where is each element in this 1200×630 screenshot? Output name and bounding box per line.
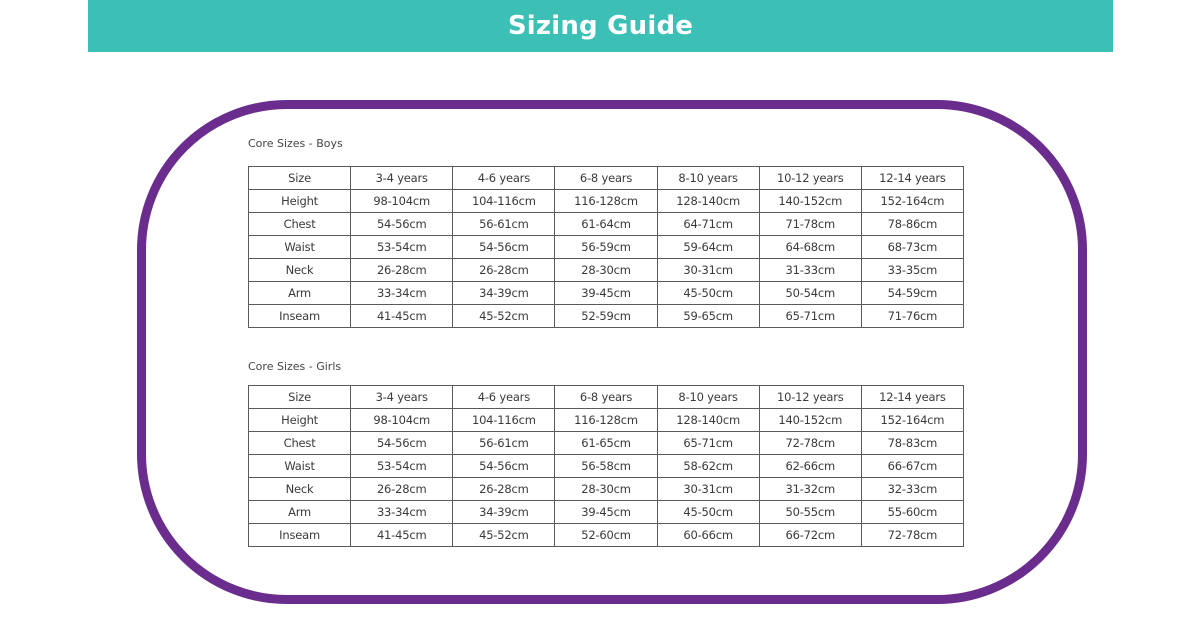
- table-cell: 78-86cm: [861, 213, 963, 236]
- table-cell: 78-83cm: [861, 432, 963, 455]
- table-cell: 6-8 years: [555, 167, 657, 190]
- table-cell: 41-45cm: [351, 305, 453, 328]
- table-cell: 104-116cm: [453, 190, 555, 213]
- table-row: [249, 501, 964, 524]
- table-cell: 52-60cm: [555, 524, 657, 547]
- table-cell: 68-73cm: [861, 236, 963, 259]
- table-cell: 50-55cm: [759, 501, 861, 524]
- table-cell: 30-31cm: [657, 259, 759, 282]
- table-cell: 54-56cm: [453, 236, 555, 259]
- table-cell: 45-50cm: [657, 282, 759, 305]
- table-cell: 41-45cm: [351, 524, 453, 547]
- table-cell: 45-52cm: [453, 305, 555, 328]
- table-cell: 66-67cm: [861, 455, 963, 478]
- table-cell: 55-60cm: [861, 501, 963, 524]
- table-cell: 116-128cm: [555, 409, 657, 432]
- table-cell: 56-61cm: [453, 213, 555, 236]
- table-cell: 152-164cm: [861, 409, 963, 432]
- row-header-cell: Height: [249, 409, 351, 432]
- table-cell: 31-32cm: [759, 478, 861, 501]
- table-cell: 28-30cm: [555, 259, 657, 282]
- table-cell: 26-28cm: [351, 259, 453, 282]
- table-cell: 54-56cm: [351, 213, 453, 236]
- table-cell: 54-56cm: [351, 432, 453, 455]
- header-banner: [88, 0, 1113, 52]
- row-header-cell: Inseam: [249, 524, 351, 547]
- table-row: [249, 236, 964, 259]
- table-cell: 65-71cm: [759, 305, 861, 328]
- table-row: [249, 455, 964, 478]
- page-title: Sizing Guide: [507, 11, 694, 41]
- table-cell: 152-164cm: [861, 190, 963, 213]
- table-cell: 116-128cm: [555, 190, 657, 213]
- table-cell: 54-59cm: [861, 282, 963, 305]
- row-header-cell: Size: [249, 167, 351, 190]
- table-cell: 39-45cm: [555, 501, 657, 524]
- girls-size-table: [248, 385, 964, 547]
- table-cell: 128-140cm: [657, 190, 759, 213]
- table-row: [249, 386, 964, 409]
- table-cell: 33-34cm: [351, 501, 453, 524]
- table-cell: 64-71cm: [657, 213, 759, 236]
- boys-section-label: Core Sizes - Boys: [248, 137, 343, 150]
- table-cell: 59-64cm: [657, 236, 759, 259]
- table-row: [249, 259, 964, 282]
- row-header-cell: Chest: [249, 213, 351, 236]
- row-header-cell: Neck: [249, 259, 351, 282]
- table-cell: 10-12 years: [759, 167, 861, 190]
- table-cell: 12-14 years: [861, 167, 963, 190]
- row-header-cell: Waist: [249, 236, 351, 259]
- table-cell: 59-65cm: [657, 305, 759, 328]
- row-header-cell: Waist: [249, 455, 351, 478]
- table-cell: 62-66cm: [759, 455, 861, 478]
- table-row: [249, 190, 964, 213]
- girls-table-body: [249, 386, 964, 547]
- table-row: [249, 478, 964, 501]
- table-cell: 60-66cm: [657, 524, 759, 547]
- table-cell: 26-28cm: [453, 259, 555, 282]
- table-cell: 45-52cm: [453, 524, 555, 547]
- table-row: [249, 167, 964, 190]
- table-cell: 140-152cm: [759, 409, 861, 432]
- table-row: [249, 409, 964, 432]
- table-cell: 98-104cm: [351, 409, 453, 432]
- girls-section-label: Core Sizes - Girls: [248, 360, 342, 373]
- row-header-cell: Size: [249, 386, 351, 409]
- table-row: [249, 524, 964, 547]
- table-cell: 34-39cm: [453, 501, 555, 524]
- table-cell: 33-34cm: [351, 282, 453, 305]
- table-cell: 39-45cm: [555, 282, 657, 305]
- table-cell: 58-62cm: [657, 455, 759, 478]
- table-cell: 30-31cm: [657, 478, 759, 501]
- table-cell: 28-30cm: [555, 478, 657, 501]
- table-cell: 3-4 years: [351, 386, 453, 409]
- table-cell: 128-140cm: [657, 409, 759, 432]
- table-row: [249, 305, 964, 328]
- table-cell: 33-35cm: [861, 259, 963, 282]
- table-cell: 34-39cm: [453, 282, 555, 305]
- table-cell: 52-59cm: [555, 305, 657, 328]
- table-cell: 72-78cm: [861, 524, 963, 547]
- table-cell: 72-78cm: [759, 432, 861, 455]
- table-cell: 64-68cm: [759, 236, 861, 259]
- row-header-cell: Height: [249, 190, 351, 213]
- table-cell: 50-54cm: [759, 282, 861, 305]
- row-header-cell: Inseam: [249, 305, 351, 328]
- table-cell: 3-4 years: [351, 167, 453, 190]
- table-cell: 26-28cm: [351, 478, 453, 501]
- table-cell: 4-6 years: [453, 167, 555, 190]
- table-cell: 6-8 years: [555, 386, 657, 409]
- table-cell: 10-12 years: [759, 386, 861, 409]
- table-cell: 45-50cm: [657, 501, 759, 524]
- table-cell: 8-10 years: [657, 386, 759, 409]
- table-row: [249, 282, 964, 305]
- table-cell: 56-59cm: [555, 236, 657, 259]
- boys-size-table: [248, 166, 964, 328]
- row-header-cell: Arm: [249, 501, 351, 524]
- table-cell: 56-61cm: [453, 432, 555, 455]
- table-cell: 12-14 years: [861, 386, 963, 409]
- table-cell: 53-54cm: [351, 236, 453, 259]
- table-cell: 54-56cm: [453, 455, 555, 478]
- table-cell: 61-64cm: [555, 213, 657, 236]
- table-cell: 8-10 years: [657, 167, 759, 190]
- table-cell: 65-71cm: [657, 432, 759, 455]
- table-cell: 56-58cm: [555, 455, 657, 478]
- row-header-cell: Arm: [249, 282, 351, 305]
- table-cell: 26-28cm: [453, 478, 555, 501]
- table-cell: 4-6 years: [453, 386, 555, 409]
- table-cell: 53-54cm: [351, 455, 453, 478]
- table-cell: 71-76cm: [861, 305, 963, 328]
- table-cell: 61-65cm: [555, 432, 657, 455]
- table-cell: 104-116cm: [453, 409, 555, 432]
- row-header-cell: Neck: [249, 478, 351, 501]
- boys-table-body: [249, 167, 964, 328]
- row-header-cell: Chest: [249, 432, 351, 455]
- table-cell: 32-33cm: [861, 478, 963, 501]
- table-row: [249, 432, 964, 455]
- table-cell: 66-72cm: [759, 524, 861, 547]
- table-cell: 31-33cm: [759, 259, 861, 282]
- table-cell: 71-78cm: [759, 213, 861, 236]
- table-row: [249, 213, 964, 236]
- table-cell: 98-104cm: [351, 190, 453, 213]
- table-cell: 140-152cm: [759, 190, 861, 213]
